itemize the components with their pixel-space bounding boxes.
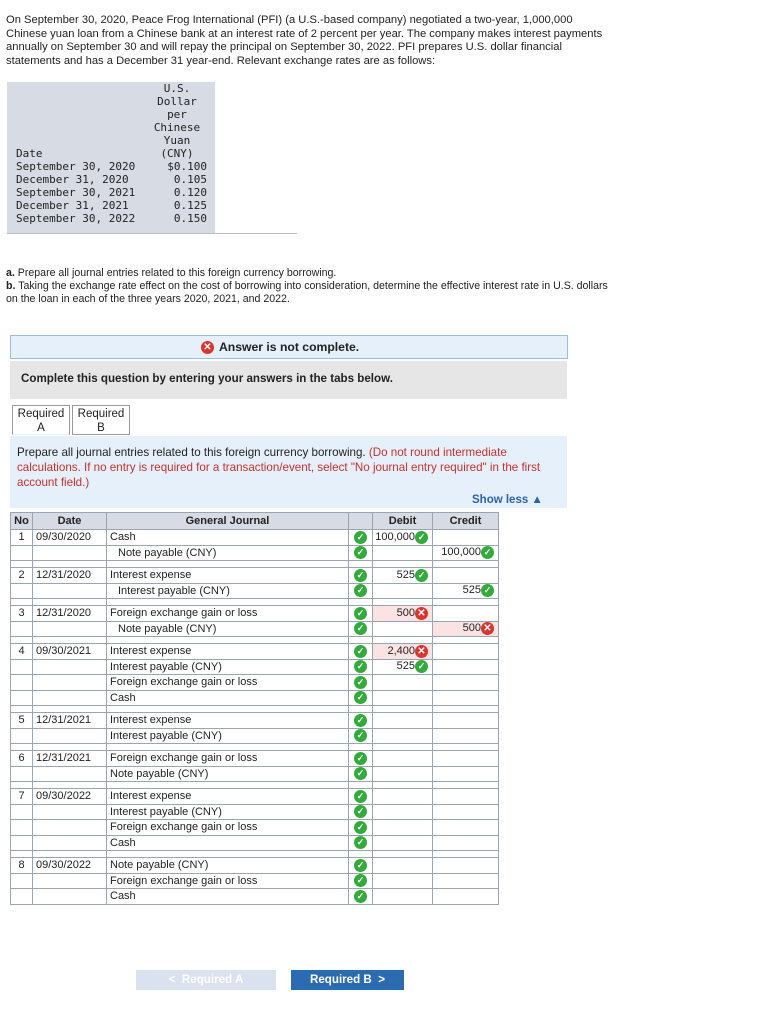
account-field[interactable]: Foreign exchange gain or loss [107, 675, 349, 691]
credit-field[interactable] [433, 751, 499, 767]
rate-date: September 30, 2021 [16, 186, 136, 199]
spacer-cell [11, 744, 33, 751]
entry-date-cell[interactable]: 12/31/2021 [33, 751, 107, 767]
account-status [349, 675, 373, 691]
account-field[interactable]: Foreign exchange gain or loss [107, 751, 349, 767]
journal-row [11, 789, 499, 805]
rate-value: 0.125 [173, 199, 207, 212]
debit-field[interactable] [373, 568, 433, 584]
debit-field[interactable] [373, 659, 433, 675]
rate-value: 0.105 [173, 173, 207, 186]
journal-table [10, 512, 499, 905]
spacer-cell [349, 851, 373, 858]
header-no: No [11, 513, 33, 530]
entry-number [11, 621, 33, 637]
check-circle-icon: ✓ [354, 714, 367, 727]
debit-field[interactable] [373, 858, 433, 874]
account-field[interactable]: Foreign exchange gain or loss [107, 820, 349, 836]
debit-field[interactable] [373, 835, 433, 851]
rate-date: September 30, 2022 [16, 212, 136, 225]
debit-field[interactable] [373, 728, 433, 744]
entry-number [11, 659, 33, 675]
question-b-text: Taking the exchange rate effect on the cost of borrowing into consideration, determine the effective interest rate in U.S. dollars on the loan in each of the three years 2020, 2021, and 2022. [6, 280, 608, 305]
spacer-cell [373, 782, 433, 789]
entry-spacer [11, 706, 499, 713]
account-status [349, 690, 373, 706]
debit-field[interactable] [373, 606, 433, 622]
entry-date-cell[interactable]: 09/30/2021 [33, 644, 107, 660]
answer-status-banner [10, 335, 568, 359]
account-field[interactable]: Cash [107, 530, 349, 546]
account-status [349, 804, 373, 820]
exchange-rate-table [7, 82, 215, 234]
account-field[interactable]: Note payable (CNY) [107, 621, 349, 637]
entry-date-cell [33, 873, 107, 889]
debit-value: 500 [396, 606, 415, 619]
journal-row [11, 835, 499, 851]
check-circle-icon: ✓ [354, 607, 367, 620]
banner-text: Answer is not complete. [219, 340, 360, 354]
entry-number: 1 [11, 530, 33, 546]
journal-row [11, 858, 499, 874]
journal-row [11, 713, 499, 729]
journal-row [11, 621, 499, 637]
credit-field[interactable] [433, 789, 499, 805]
credit-field[interactable] [433, 766, 499, 782]
account-status [349, 728, 373, 744]
entry-date-cell [33, 804, 107, 820]
x-circle-icon: ✕ [481, 622, 494, 635]
debit-field[interactable] [373, 690, 433, 706]
spacer-cell [349, 599, 373, 606]
entry-spacer [11, 599, 499, 606]
credit-field[interactable] [433, 606, 499, 622]
rate-header-line: U.S. [163, 82, 191, 95]
header-credit: Credit [433, 513, 499, 530]
entry-spacer [11, 637, 499, 644]
rate-header-line: (CNY) [160, 147, 194, 160]
account-status [349, 545, 373, 561]
journal-row [11, 583, 499, 599]
next-label: Required B [309, 973, 372, 986]
spacer-cell [33, 744, 107, 751]
spacer-cell [33, 561, 107, 568]
journal-row [11, 820, 499, 836]
debit-field[interactable] [373, 621, 433, 637]
question-a [6, 267, 336, 280]
entry-number: 4 [11, 644, 33, 660]
journal-row [11, 675, 499, 691]
check-circle-icon: ✓ [354, 676, 367, 689]
tab-label: Required [17, 408, 65, 420]
spacer-cell [107, 637, 349, 644]
check-circle-icon: ✓ [354, 874, 367, 887]
credit-field[interactable] [433, 675, 499, 691]
check-circle-icon: ✓ [354, 622, 367, 635]
account-status [349, 530, 373, 546]
credit-field[interactable] [433, 728, 499, 744]
journal-row [11, 873, 499, 889]
check-circle-icon: ✓ [481, 584, 494, 597]
account-field[interactable]: Interest expense [107, 568, 349, 584]
entry-spacer [11, 851, 499, 858]
entry-date-cell[interactable]: 12/31/2020 [33, 568, 107, 584]
check-circle-icon: ✓ [354, 729, 367, 742]
debit-field[interactable] [373, 713, 433, 729]
check-circle-icon: ✓ [354, 584, 367, 597]
journal-row [11, 751, 499, 767]
credit-field[interactable] [433, 659, 499, 675]
spacer-cell [11, 599, 33, 606]
rate-row [16, 199, 211, 212]
check-circle-icon: ✓ [354, 821, 367, 834]
date-column-header [16, 147, 211, 160]
account-field[interactable]: Note payable (CNY) [107, 858, 349, 874]
spacer-cell [373, 561, 433, 568]
spacer-cell [107, 561, 349, 568]
entry-number [11, 690, 33, 706]
debit-field[interactable] [373, 583, 433, 599]
credit-field[interactable] [433, 873, 499, 889]
chevron-left-icon: < [168, 973, 176, 986]
journal-row [11, 530, 499, 546]
debit-value: 2,400 [387, 644, 415, 657]
spacer-cell [373, 851, 433, 858]
check-circle-icon: ✓ [354, 645, 367, 658]
journal-body [11, 530, 499, 905]
credit-field[interactable] [433, 820, 499, 836]
question-a-label: a. [6, 267, 15, 279]
x-circle-icon: ✕ [415, 607, 428, 620]
rate-date: December 31, 2021 [16, 199, 129, 212]
x-circle-icon: ✕ [201, 341, 214, 354]
rate-value: $0.100 [167, 160, 207, 173]
journal-row [11, 889, 499, 905]
entry-date-cell[interactable]: 12/31/2021 [33, 713, 107, 729]
tab-label: Required [77, 408, 125, 420]
entry-spacer [11, 744, 499, 751]
journal-row [11, 659, 499, 675]
spacer-cell [11, 782, 33, 789]
account-field[interactable]: Cash [107, 690, 349, 706]
credit-field[interactable] [433, 545, 499, 561]
spacer-cell [433, 851, 499, 858]
account-status [349, 583, 373, 599]
header-date: Date [33, 513, 107, 530]
entry-date-cell [33, 621, 107, 637]
account-status [349, 606, 373, 622]
debit-field[interactable] [373, 820, 433, 836]
check-circle-icon: ✓ [481, 546, 494, 559]
spacer-cell [349, 706, 373, 713]
account-status [349, 889, 373, 905]
check-circle-icon: ✓ [354, 691, 367, 704]
debit-field[interactable] [373, 766, 433, 782]
entry-number [11, 835, 33, 851]
spacer-cell [107, 706, 349, 713]
spacer-cell [433, 706, 499, 713]
credit-field[interactable] [433, 858, 499, 874]
spacer-cell [433, 744, 499, 751]
account-field[interactable]: Note payable (CNY) [107, 766, 349, 782]
account-field[interactable]: Cash [107, 889, 349, 905]
spacer-cell [33, 782, 107, 789]
entry-date-cell [33, 835, 107, 851]
spacer-cell [349, 744, 373, 751]
spacer-cell [349, 782, 373, 789]
entry-number [11, 583, 33, 599]
spacer-cell [33, 637, 107, 644]
account-field[interactable]: Note payable (CNY) [107, 545, 349, 561]
check-circle-icon: ✓ [354, 859, 367, 872]
account-status [349, 751, 373, 767]
entry-number [11, 804, 33, 820]
spacer-cell [373, 599, 433, 606]
debit-field[interactable] [373, 804, 433, 820]
problem-intro: On September 30, 2020, Peace Frog International (PFI) (a U.S.-based company) negotiated a two-year, 1,000,000 Chinese yuan loan from a Chinese bank at an interest rate of 2 percent per year. The company makes interest payments annually on September 30 and will repay the principal on September 30, 2022. PFI prepares U.S. dollar financial statements and has a December 31 year-end. Relevant exchange rates are as follows: [6, 14, 603, 67]
account-field[interactable]: Interest payable (CNY) [107, 583, 349, 599]
debit-field[interactable] [373, 789, 433, 805]
account-field[interactable]: Foreign exchange gain or loss [107, 873, 349, 889]
entry-number: 2 [11, 568, 33, 584]
journal-row [11, 606, 499, 622]
credit-value: 500 [462, 622, 481, 635]
entry-date-cell [33, 820, 107, 836]
account-status [349, 873, 373, 889]
rate-header-line: Chinese [153, 121, 201, 134]
credit-value: 100,000 [441, 546, 481, 559]
debit-value: 525 [396, 568, 415, 581]
entry-date-cell[interactable]: 09/30/2022 [33, 789, 107, 805]
panel-note-text: (Do not round intermediate calculations. If no entry is required for a transaction/event, select "No journal entry required" in the first account field.) [17, 446, 541, 489]
journal-row [11, 568, 499, 584]
credit-field[interactable] [433, 583, 499, 599]
entry-date-cell [33, 766, 107, 782]
spacer-cell [33, 599, 107, 606]
entry-number [11, 873, 33, 889]
rate-row [16, 160, 211, 173]
header-account: General Journal [107, 513, 349, 530]
spacer-cell [433, 637, 499, 644]
check-circle-icon: ✓ [354, 531, 367, 544]
debit-field[interactable] [373, 751, 433, 767]
spacer-cell [349, 637, 373, 644]
spacer-cell [107, 744, 349, 751]
account-status [349, 835, 373, 851]
entry-date-cell [33, 728, 107, 744]
journal-row [11, 644, 499, 660]
tab-label: B [97, 422, 105, 434]
check-circle-icon: ✓ [354, 752, 367, 765]
entry-date-cell[interactable]: 09/30/2020 [33, 530, 107, 546]
credit-field[interactable] [433, 568, 499, 584]
spacer-cell [349, 561, 373, 568]
check-circle-icon: ✓ [354, 805, 367, 818]
account-status [349, 659, 373, 675]
entry-number [11, 820, 33, 836]
check-circle-icon: ✓ [354, 569, 367, 582]
rate-value: 0.150 [173, 212, 207, 225]
spacer-cell [107, 599, 349, 606]
header-status [349, 513, 373, 530]
check-circle-icon: ✓ [415, 531, 428, 544]
entry-number: 6 [11, 751, 33, 767]
debit-field[interactable] [373, 545, 433, 561]
account-field[interactable]: Interest payable (CNY) [107, 804, 349, 820]
entry-date-cell [33, 675, 107, 691]
debit-field[interactable] [373, 889, 433, 905]
entry-number [11, 545, 33, 561]
account-field[interactable]: Interest payable (CNY) [107, 728, 349, 744]
credit-field[interactable] [433, 621, 499, 637]
table-divider [7, 233, 297, 234]
spacer-cell [11, 637, 33, 644]
journal-row [11, 728, 499, 744]
show-less-label: Show less [472, 494, 529, 506]
account-status [349, 858, 373, 874]
account-field[interactable]: Interest expense [107, 644, 349, 660]
entry-date-cell [33, 545, 107, 561]
prev-required-a-button[interactable] [136, 970, 276, 990]
spacer-cell [11, 851, 33, 858]
credit-field[interactable] [433, 835, 499, 851]
entry-number [11, 889, 33, 905]
journal-row [11, 804, 499, 820]
debit-field[interactable] [373, 675, 433, 691]
spacer-cell [373, 744, 433, 751]
entry-number [11, 766, 33, 782]
account-field[interactable]: Interest expense [107, 789, 349, 805]
account-status [349, 766, 373, 782]
question-b [6, 280, 616, 306]
check-circle-icon: ✓ [354, 546, 367, 559]
tab-required-b[interactable] [72, 405, 130, 435]
chevron-right-icon: > [378, 973, 386, 986]
entry-spacer [11, 561, 499, 568]
panel-main-text: Prepare all journal entries related to this foreign currency borrowing. [17, 446, 366, 459]
journal-row [11, 545, 499, 561]
instruction-text: Complete this question by entering your answers in the tabs below. [21, 372, 393, 385]
credit-field[interactable] [433, 889, 499, 905]
tab-label: A [37, 422, 45, 434]
triangle-up-icon: ▲ [528, 494, 543, 506]
credit-field[interactable] [433, 690, 499, 706]
credit-value: 525 [462, 584, 481, 597]
entry-number [11, 728, 33, 744]
debit-field[interactable] [373, 644, 433, 660]
account-status [349, 621, 373, 637]
account-field[interactable]: Interest expense [107, 713, 349, 729]
spacer-cell [433, 599, 499, 606]
debit-field[interactable] [373, 530, 433, 546]
tab-bar [12, 405, 132, 435]
account-status [349, 644, 373, 660]
spacer-cell [33, 706, 107, 713]
check-circle-icon: ✓ [415, 660, 428, 673]
account-field[interactable]: Foreign exchange gain or loss [107, 606, 349, 622]
spacer-cell [11, 561, 33, 568]
account-field[interactable]: Cash [107, 835, 349, 851]
credit-field[interactable] [433, 644, 499, 660]
entry-number: 5 [11, 713, 33, 729]
account-field[interactable]: Interest payable (CNY) [107, 659, 349, 675]
entry-date-cell[interactable]: 09/30/2022 [33, 858, 107, 874]
journal-header-row [11, 513, 499, 530]
rate-row [16, 186, 211, 199]
spacer-cell [107, 851, 349, 858]
check-circle-icon: ✓ [354, 660, 367, 673]
debit-field[interactable] [373, 873, 433, 889]
next-required-b-button[interactable] [291, 970, 404, 990]
entry-spacer [11, 782, 499, 789]
entry-number [11, 675, 33, 691]
entry-date-cell[interactable]: 12/31/2020 [33, 606, 107, 622]
spacer-cell [373, 637, 433, 644]
entry-number: 3 [11, 606, 33, 622]
tab-required-a[interactable] [12, 405, 70, 435]
rate-header-line: Yuan [163, 134, 191, 147]
entry-date-cell [33, 659, 107, 675]
spacer-cell [107, 782, 349, 789]
account-status [349, 713, 373, 729]
entry-number: 7 [11, 789, 33, 805]
spacer-cell [433, 782, 499, 789]
show-less-link[interactable] [472, 494, 543, 506]
check-circle-icon: ✓ [354, 890, 367, 903]
question-b-label: b. [6, 280, 16, 292]
question-a-text: Prepare all journal entries related to this foreign currency borrowing. [17, 267, 337, 279]
debit-value: 100,000 [375, 530, 415, 543]
account-status [349, 568, 373, 584]
rate-row [16, 173, 211, 186]
rate-row [16, 212, 211, 225]
header-debit: Debit [373, 513, 433, 530]
rate-header-line: Dollar [157, 95, 197, 108]
credit-field[interactable] [433, 713, 499, 729]
check-circle-icon: ✓ [354, 767, 367, 780]
spacer-cell [33, 851, 107, 858]
spacer-cell [373, 706, 433, 713]
spacer-cell [433, 561, 499, 568]
rate-date: December 31, 2020 [16, 173, 129, 186]
account-status [349, 789, 373, 805]
entry-number: 8 [11, 858, 33, 874]
check-circle-icon: ✓ [354, 836, 367, 849]
check-circle-icon: ✓ [354, 790, 367, 803]
debit-value: 525 [396, 660, 415, 673]
spacer-cell [11, 706, 33, 713]
journal-row [11, 690, 499, 706]
prev-label: Required A [181, 973, 244, 986]
rate-value: 0.120 [173, 186, 207, 199]
credit-field[interactable] [433, 804, 499, 820]
date-header-label: Date [16, 147, 43, 160]
x-circle-icon: ✕ [415, 645, 428, 658]
entry-date-cell [33, 889, 107, 905]
entry-date-cell [33, 583, 107, 599]
entry-date-cell [33, 690, 107, 706]
rate-header-line: per [167, 108, 187, 121]
credit-field[interactable] [433, 530, 499, 546]
check-circle-icon: ✓ [415, 569, 428, 582]
rate-date: September 30, 2020 [16, 160, 136, 173]
journal-row [11, 766, 499, 782]
instruction-bar [10, 361, 567, 399]
account-status [349, 820, 373, 836]
